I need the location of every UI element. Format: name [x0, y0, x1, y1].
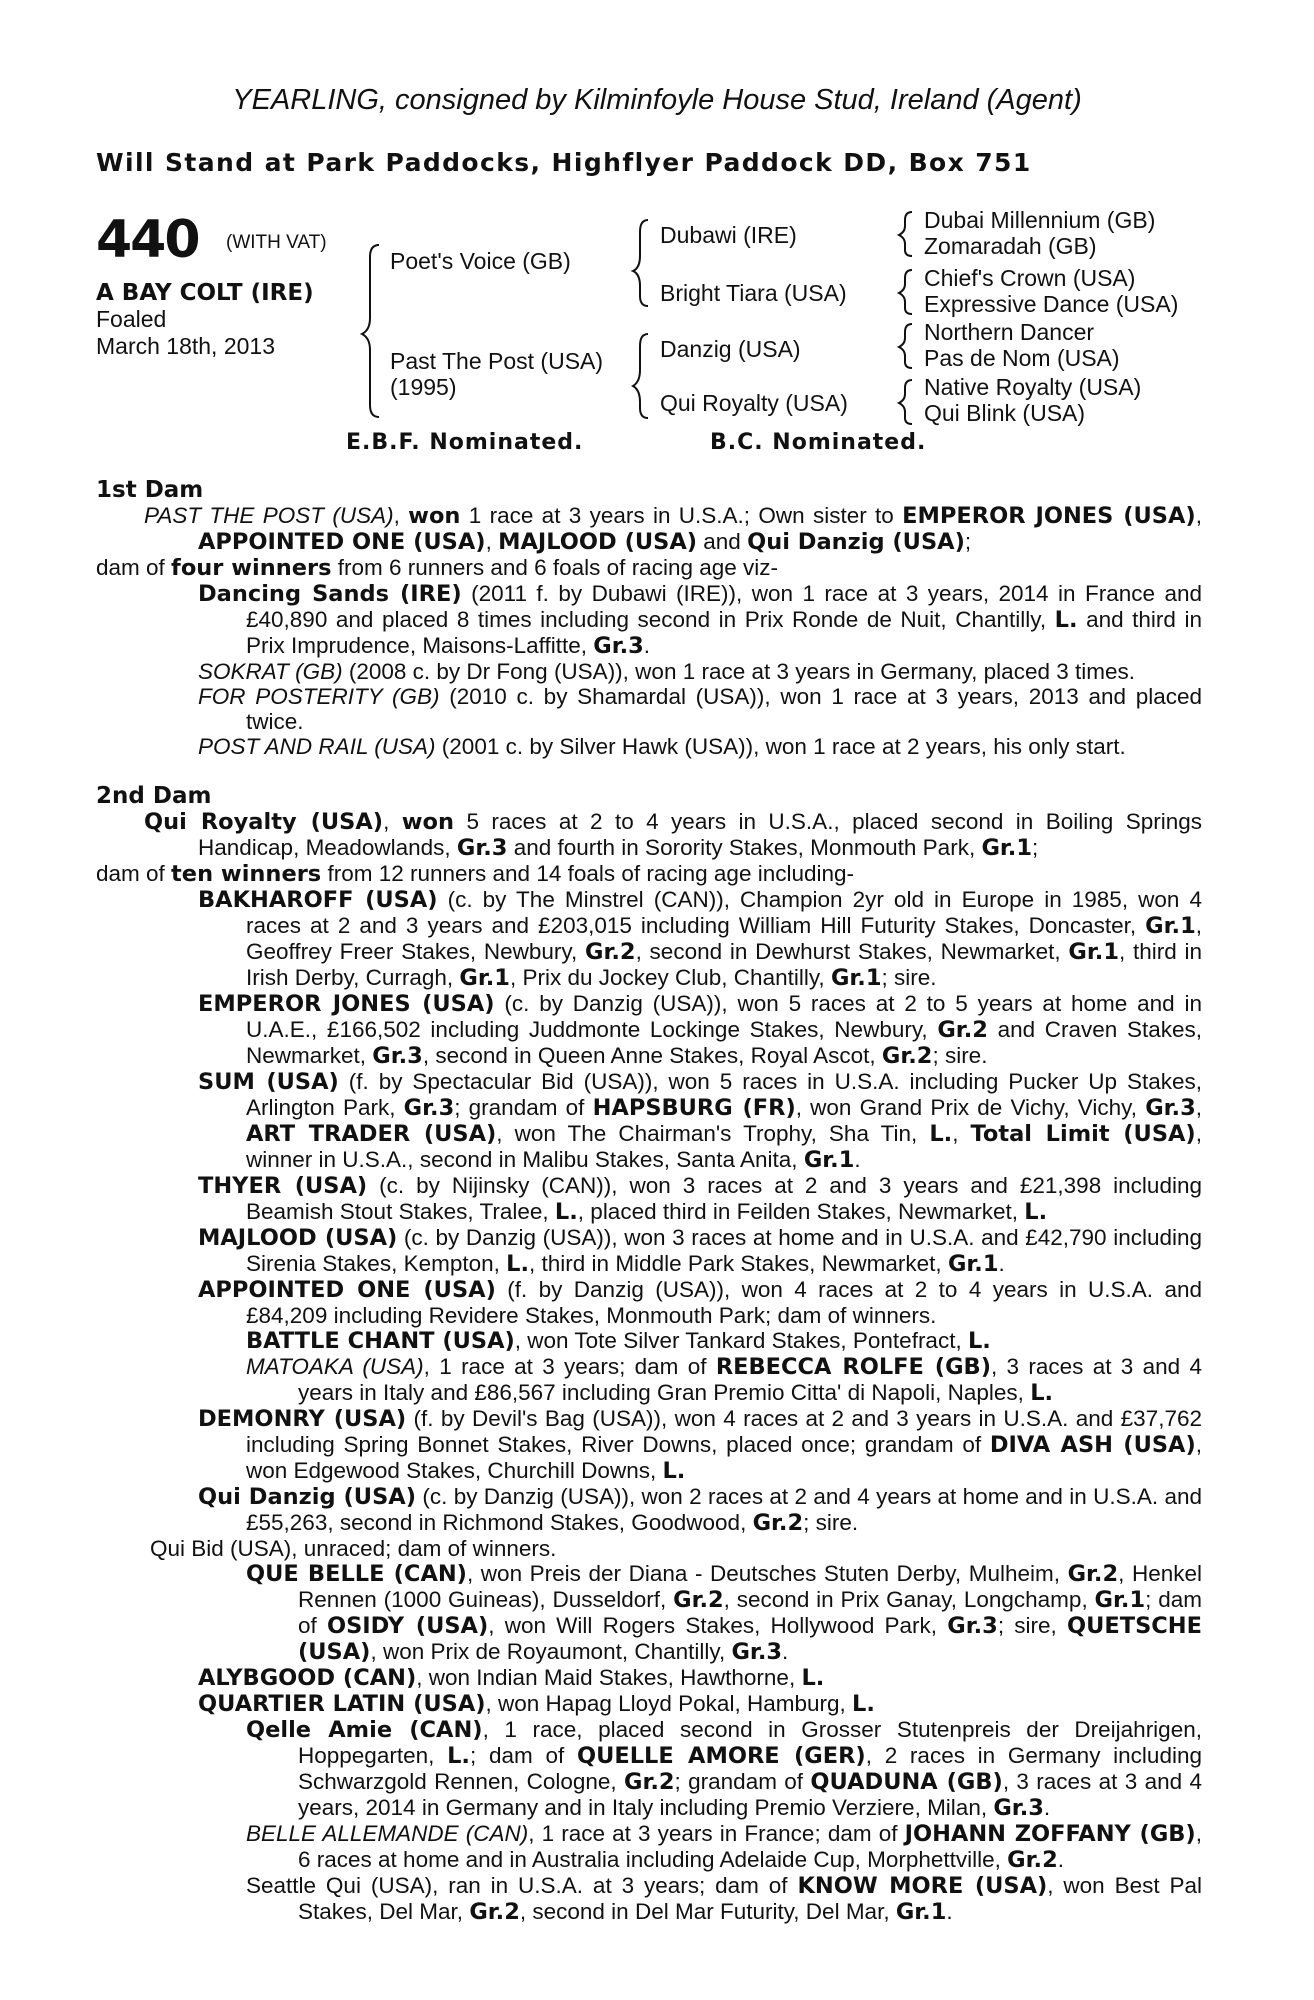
produce-summary — [96, 555, 1202, 581]
produce-entry — [96, 659, 1202, 684]
text: , won Indian Maid Stakes, Hawthorne, — [416, 1665, 802, 1690]
text: , won Prix de Royaumont, Chantilly, — [370, 1639, 732, 1664]
horse-name: BATTLE CHANT (USA) — [246, 1328, 515, 1354]
section-heading: 1st Dam — [96, 477, 204, 503]
produce-entry — [96, 1484, 1202, 1536]
pedigree-ggp: Pas de Nom (USA) — [924, 345, 1120, 371]
grade: Gr.2 — [881, 1043, 933, 1069]
pedigree-sire-dam: Bright Tiara (USA) — [660, 280, 847, 306]
text: won — [401, 809, 455, 835]
grade: L. — [506, 1251, 530, 1277]
lot-number: 440 — [96, 210, 199, 270]
grade: L. — [801, 1665, 825, 1691]
horse-name: ALYBGOOD (CAN) — [198, 1665, 417, 1691]
grade: Gr.1 — [1094, 1587, 1146, 1613]
produce-sub-entry — [96, 1717, 1202, 1821]
grade: Gr.3 — [947, 1613, 998, 1639]
produce-sub-entry — [96, 1354, 1202, 1406]
text: . — [643, 633, 651, 658]
ggp-brace-1 — [899, 212, 912, 256]
text: , 3 races at 3 and 4 years in Italy and £86,567 including Gran Premio Citta' di Napoli, Naples, — [298, 1354, 1202, 1405]
foaled-label: Foaled — [96, 306, 167, 332]
grade: Gr.3 — [456, 835, 508, 861]
text: , second in Dewhurst Stakes, Newmarket, — [635, 939, 1069, 964]
produce-entry — [96, 1069, 1202, 1173]
ggp-brace-2 — [899, 270, 912, 314]
pedigree-ggp: Expressive Dance (USA) — [924, 291, 1179, 317]
foaled-date: March 18th, 2013 — [96, 333, 276, 359]
text: Seattle Qui (USA), ran in U.S.A. at 3 years; dam of — [246, 1873, 798, 1898]
text: , placed third in Feilden Stakes, Newmarket, — [577, 1199, 1025, 1224]
produce-summary — [96, 861, 1202, 887]
grade: L. — [554, 1199, 578, 1225]
text: , second in Prix Ganay, Longchamp, — [723, 1587, 1095, 1612]
horse-name: EMPEROR JONES (USA) — [198, 991, 495, 1017]
horse-name: QUETSCHE (USA) — [298, 1613, 1203, 1665]
text: ; grandam of — [674, 1769, 811, 1794]
text: . — [946, 1899, 953, 1924]
text: , — [952, 1121, 971, 1146]
horse-name: Qelle Amie (CAN) — [246, 1717, 483, 1743]
text: , third in Middle Park Stakes, Newmarket, — [529, 1251, 948, 1276]
text: and — [697, 529, 748, 554]
text: (f. by Devil's Bag (USA)), won 4 races at 2 and 3 years in U.S.A. and £37,762 including Spring Bonnet Stakes, River Downs, placed once; grandam of — [246, 1406, 1202, 1457]
grade: Gr.1 — [830, 965, 882, 991]
horse-name: THYER (USA) — [198, 1173, 368, 1199]
sire-line-brace — [633, 220, 648, 306]
text: four winners — [171, 555, 332, 581]
first-dam-section — [96, 478, 1202, 759]
produce-entry — [96, 991, 1202, 1069]
horse-name: Dancing Sands (IRE) — [198, 581, 462, 607]
text: , won Best Pal Stakes, Del Mar, — [298, 1873, 1203, 1924]
grade: Gr.3 — [731, 1639, 783, 1665]
grade: Gr.2 — [752, 1510, 804, 1536]
text: ; sire. — [881, 965, 937, 990]
text: , 1 race at 3 years; dam of — [423, 1354, 716, 1379]
pedigree-ggp: Qui Blink (USA) — [924, 400, 1086, 426]
vat-note: (WITH VAT) — [226, 232, 327, 253]
text: ; sire. — [932, 1043, 988, 1068]
grade: Gr.2 — [673, 1587, 724, 1613]
grade: Gr.2 — [469, 1899, 520, 1925]
pedigree-ggp: Dubai Millennium (GB) — [924, 207, 1156, 233]
text: , won The Chairman's Trophy, Sha Tin, — [496, 1121, 930, 1146]
catalogue-headline: YEARLING, consigned by Kilminfoyle House Stud, Ireland (Agent) — [232, 84, 1082, 116]
horse-name: EMPEROR JONES (USA) — [902, 503, 1196, 529]
pedigree-sire: Poet's Voice (GB) — [390, 248, 571, 274]
ebf-nomination: E.B.F. Nominated. — [346, 430, 584, 455]
horse-name: MAJLOOD (USA) — [198, 1225, 398, 1251]
pedigree-ggp: Zomaradah (GB) — [924, 233, 1097, 259]
grade: Gr.1 — [1068, 939, 1119, 965]
text: dam of — [96, 861, 172, 886]
grade: L. — [447, 1743, 470, 1769]
text: won — [408, 503, 461, 529]
horse-name: DIVA ASH (USA) — [989, 1432, 1196, 1458]
text: ; dam of — [469, 1743, 577, 1768]
horse-name: SUM (USA) — [198, 1069, 339, 1095]
horse-name: APPOINTED ONE (USA) — [198, 1277, 496, 1303]
dam-paragraph — [96, 503, 1202, 555]
text: , — [393, 503, 409, 528]
grade: Gr.3 — [993, 1795, 1044, 1821]
text: , — [485, 529, 499, 554]
text: (f. by Danzig (USA)), won 4 races at 2 to 4 years in U.S.A. and £84,209 including Revidere Stakes, Monmouth Park; dam of winners. — [246, 1277, 1202, 1328]
horse-name: DEMONRY (USA) — [198, 1406, 407, 1432]
text: . — [1057, 1847, 1064, 1872]
text: . — [998, 1251, 1005, 1276]
horse-name: HAPSBURG (FR) — [592, 1095, 796, 1121]
pedigree-dam-dam: Qui Royalty (USA) — [660, 390, 848, 416]
horse-name: JOHANN ZOFFANY (GB) — [904, 1821, 1196, 1847]
text: (2001 c. by Silver Hawk (USA)), won 1 race at 2 years, his only start. — [435, 734, 1126, 759]
produce-sub-entry — [96, 1328, 1202, 1354]
text: (c. by Nijinsky (CAN)), won 3 races at 2 and 3 years and £21,398 including Beamish Stout Stakes, Tralee, — [246, 1173, 1202, 1224]
text: , won Tote Silver Tankard Stakes, Pontefract, — [514, 1328, 968, 1353]
horse-name: BAKHAROFF (USA) — [198, 887, 438, 913]
grade: Gr.1 — [947, 1251, 999, 1277]
bc-nomination: B.C. Nominated. — [710, 430, 927, 455]
horse-name: KNOW MORE (USA) — [797, 1873, 1048, 1899]
text: ; — [1032, 835, 1039, 860]
text: , second in Queen Anne Stakes, Royal Ascot, — [422, 1043, 882, 1068]
produce-entry — [96, 887, 1202, 991]
grade: Gr.2 — [1007, 1847, 1058, 1873]
dam-name: Qui Royalty (USA) — [144, 809, 384, 835]
dam-line-brace — [633, 334, 648, 418]
text: , won Will Rogers Stakes, Hollywood Park, — [488, 1613, 948, 1638]
produce-sub-entry — [96, 1561, 1202, 1665]
horse-name: QUE BELLE (CAN) — [246, 1561, 467, 1587]
text: , won Grand Prix de Vichy, Vichy, — [795, 1095, 1146, 1120]
text: (c. by Danzig (USA)), won 2 races at 2 and 4 years at home and in U.S.A. and £55,263, second in Richmond Stakes, Goodwood, — [246, 1484, 1202, 1535]
text: . — [854, 1147, 861, 1172]
horse-name: ART TRADER (USA) — [246, 1121, 497, 1147]
text: ; dam of — [298, 1587, 1202, 1638]
horse-name: QUADUNA (GB) — [810, 1769, 1003, 1795]
text: ; sire. — [803, 1510, 859, 1535]
text: , 2 races in Germany including Schwarzgold Rennen, Cologne, — [298, 1743, 1202, 1794]
grade: Gr.1 — [803, 1147, 855, 1173]
text: , won Hapag Lloyd Pokal, Hamburg, — [485, 1691, 852, 1716]
text: from 12 runners and 14 foals of racing age including- — [321, 861, 855, 886]
text: , 6 races at home and in Australia including Adelaide Cup, Morphettville, — [298, 1821, 1202, 1872]
pedigree-dam-sire: Danzig (USA) — [660, 336, 801, 362]
pedigree-dam-year: (1995) — [390, 374, 457, 400]
text: . — [1043, 1795, 1051, 1820]
horse-name: MATOAKA (USA) — [246, 1354, 424, 1379]
horse-name: Qui Danzig (USA) — [747, 529, 965, 555]
grade: Gr.1 — [1145, 913, 1196, 939]
pedigree-ggp: Northern Dancer — [924, 319, 1095, 345]
grade: Gr.2 — [1067, 1561, 1119, 1587]
text: ; grandam of — [454, 1095, 593, 1120]
text: , won Edgewood Stakes, Churchill Downs, — [246, 1432, 1203, 1483]
grade: Gr.3 — [1145, 1095, 1196, 1121]
text: ; — [964, 529, 972, 554]
horse-name: POST AND RAIL (USA) — [198, 734, 436, 759]
horse-name: REBECCA ROLFE (GB) — [715, 1354, 991, 1380]
text: , 3 races at 3 and 4 years, 2014 in Germany and in Italy including Premio Verziere, Milan, — [298, 1769, 1203, 1820]
produce-entry — [96, 734, 1202, 759]
text: (c. by The Minstrel (CAN)), Champion 2yr old in Europe in 1985, won 4 races at 2 and 3 years and £203,015 including William Hill Futurity Stakes, Doncaster, — [246, 887, 1202, 938]
text: and fourth in Sorority Stakes, Monmouth Park, — [507, 835, 982, 860]
grade: L. — [929, 1121, 953, 1147]
produce-entry — [96, 581, 1202, 659]
text: (2008 c. by Dr Fong (USA)), won 1 race at 3 years in Germany, placed 3 times. — [342, 659, 1135, 684]
ggp-brace-3 — [899, 324, 912, 368]
horse-name: Qui Danzig (USA) — [198, 1484, 416, 1510]
grade: L. — [1030, 1380, 1054, 1406]
text: , — [383, 809, 402, 834]
horse-name: SOKRAT (GB) — [198, 659, 343, 684]
produce-entry — [96, 684, 1202, 734]
produce-sub-entry — [96, 1665, 1202, 1691]
dam-paragraph — [96, 809, 1202, 861]
produce-entry — [96, 1173, 1202, 1225]
produce-entry — [96, 1536, 1202, 1561]
pedigree-ggp: Chief's Crown (USA) — [924, 265, 1136, 291]
horse-name: OSIDY (USA) — [326, 1613, 489, 1639]
horse-name: BELLE ALLEMANDE (CAN) — [246, 1821, 529, 1846]
text: Qui Bid (USA), unraced; dam of winners. — [150, 1536, 557, 1561]
pedigree-sire-sire: Dubawi (IRE) — [660, 222, 797, 248]
grade: Gr.3 — [403, 1095, 455, 1121]
sire-dam-brace — [362, 245, 379, 417]
grade: Gr.2 — [623, 1769, 675, 1795]
text: ; sire, — [997, 1613, 1067, 1638]
produce-entry — [96, 1406, 1202, 1484]
ggp-brace-4 — [899, 380, 912, 424]
grade: L. — [1024, 1199, 1048, 1225]
text: (c. by Danzig (USA)), won 3 races at home and in U.S.A. and £42,790 including Sirenia Stakes, Kempton, — [246, 1225, 1203, 1276]
horse-name: APPOINTED ONE (USA) — [198, 529, 486, 555]
horse-name: MAJLOOD (USA) — [498, 529, 698, 555]
grade: Gr.1 — [459, 965, 510, 991]
second-dam-section — [96, 784, 1202, 1925]
text: . — [782, 1639, 789, 1664]
section-heading: 2nd Dam — [96, 783, 212, 809]
text: , Geoffrey Freer Stakes, Newbury, — [246, 913, 1202, 964]
grade: Gr.3 — [593, 633, 644, 659]
produce-entry — [96, 1277, 1202, 1328]
text: and Craven Stakes, Newmarket, — [246, 1017, 1202, 1068]
text: 5 races at 2 to 4 years in U.S.A., placed second in Boiling Springs Handicap, Meadowlands, — [198, 809, 1202, 860]
text: (2011 f. by Dubawi (IRE)), won 1 race at 3 years, 2014 in France and £40,890 and placed 8 times including second in Prix Ronde de Nuit, Chantilly, — [246, 581, 1202, 632]
grade: Gr.1 — [895, 1899, 947, 1925]
produce-sub-entry — [96, 1691, 1202, 1717]
text: , winner in U.S.A., second in Malibu Stakes, Santa Anita, — [246, 1121, 1202, 1172]
lot-description: A BAY COLT (IRE) — [96, 280, 314, 306]
grade: Gr.3 — [372, 1043, 423, 1069]
text: and third in Prix Imprudence, Maisons-Laffitte, — [246, 607, 1202, 658]
text: , — [1195, 1095, 1203, 1120]
grade: L. — [1054, 607, 1078, 633]
produce-entry — [96, 1225, 1202, 1277]
pedigree-dam: Past The Post (USA) — [390, 348, 604, 374]
text: 1 race at 3 years in U.S.A.; Own sister to — [460, 503, 903, 528]
text: , Henkel Rennen (1000 Guineas), Dusseldorf, — [298, 1561, 1202, 1612]
text: , 1 race at 3 years in France; dam of — [528, 1821, 905, 1846]
produce-sub-entry — [96, 1821, 1202, 1873]
text: from 6 runners and 6 foals of racing age viz- — [331, 555, 779, 580]
text: (c. by Danzig (USA)), won 5 races at 2 to 5 years at home and in U.A.E., £166,502 including Juddmonte Lockinge Stakes, Newbury, — [246, 991, 1202, 1042]
grade: L. — [851, 1691, 875, 1717]
produce-sub-entry — [96, 1873, 1202, 1925]
grade: Gr.2 — [937, 1017, 988, 1043]
grade: L. — [967, 1328, 991, 1354]
text: , 1 race, placed second in Grosser Stutenpreis der Dreijahrigen, Hoppegarten, — [298, 1717, 1202, 1768]
text: (f. by Spectacular Bid (USA)), won 5 races in U.S.A. including Pucker Up Stakes, Arlington Park, — [246, 1069, 1202, 1120]
text: dam of — [96, 555, 172, 580]
dam-name: PAST THE POST (USA) — [144, 503, 394, 528]
stand-location: Will Stand at Park Paddocks, Highflyer Paddock DD, Box 751 — [96, 148, 1032, 177]
horse-name: QUARTIER LATIN (USA) — [198, 1691, 486, 1717]
horse-name: QUELLE AMORE (GER) — [576, 1743, 866, 1769]
text: (2010 c. by Shamardal (USA)), won 1 race at 3 years, 2013 and placed twice. — [246, 684, 1202, 734]
text: , second in Del Mar Futurity, Del Mar, — [519, 1899, 896, 1924]
text: ten winners — [171, 861, 322, 887]
grade: Gr.1 — [981, 835, 1033, 861]
pedigree-ggp: Native Royalty (USA) — [924, 374, 1142, 400]
grade: L. — [662, 1458, 686, 1484]
horse-name: FOR POSTERITY (GB) — [198, 684, 440, 709]
text: , — [1195, 503, 1202, 528]
text: , won Preis der Diana - Deutsches Stuten Derby, Mulheim, — [466, 1561, 1068, 1586]
grade: Gr.2 — [585, 939, 636, 965]
horse-name: Total Limit (USA) — [970, 1121, 1196, 1147]
text: , Prix du Jockey Club, Chantilly, — [509, 965, 831, 990]
text: , third in Irish Derby, Curragh, — [246, 939, 1202, 990]
